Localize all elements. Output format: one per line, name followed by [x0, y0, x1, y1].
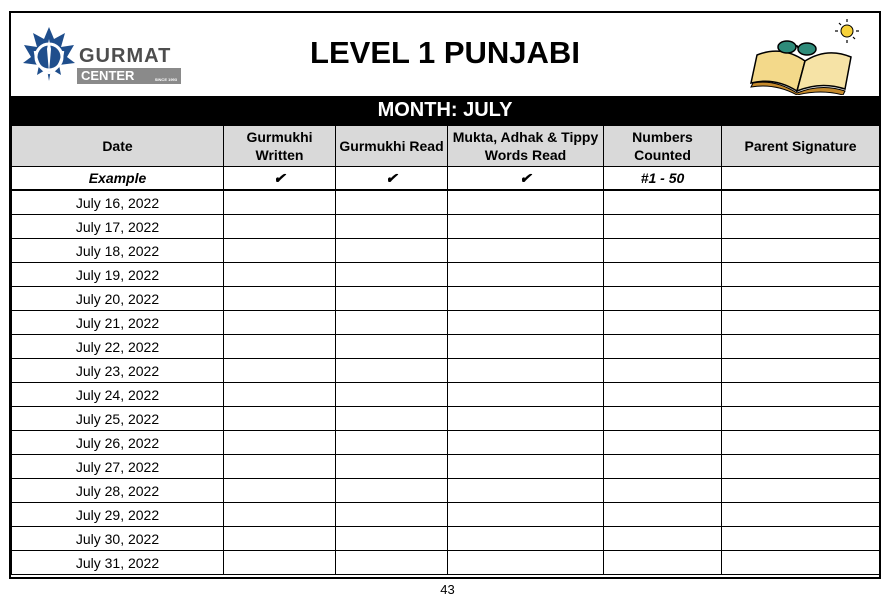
gurmukhi-written-cell[interactable] — [224, 383, 336, 407]
numbers-counted-cell[interactable] — [604, 431, 722, 455]
date-cell: July 22, 2022 — [12, 335, 224, 359]
mukta-words-cell[interactable] — [448, 551, 604, 575]
date-cell: July 29, 2022 — [12, 503, 224, 527]
gurmukhi-written-cell[interactable] — [224, 431, 336, 455]
gurmukhi-read-cell[interactable] — [336, 431, 448, 455]
column-header-numbers-counted: Numbers Counted — [604, 126, 722, 167]
gurmukhi-read-cell[interactable] — [336, 335, 448, 359]
numbers-counted-cell[interactable] — [604, 551, 722, 575]
mukta-words-cell[interactable] — [448, 455, 604, 479]
gurmukhi-read-cell[interactable] — [336, 455, 448, 479]
gurmukhi-read-cell[interactable] — [336, 215, 448, 239]
date-cell: July 19, 2022 — [12, 263, 224, 287]
gurmukhi-read-cell[interactable] — [336, 311, 448, 335]
date-cell: July 31, 2022 — [12, 551, 224, 575]
mukta-words-cell[interactable] — [448, 359, 604, 383]
date-cell: July 26, 2022 — [12, 431, 224, 455]
gurmukhi-read-cell[interactable] — [336, 407, 448, 431]
parent-signature-cell[interactable] — [722, 479, 880, 503]
gurmukhi-read-cell[interactable] — [336, 503, 448, 527]
table-row — [12, 287, 880, 311]
parent-signature-cell[interactable] — [722, 311, 880, 335]
parent-signature-cell[interactable] — [722, 335, 880, 359]
gurmukhi-written-cell[interactable] — [224, 359, 336, 383]
date-cell: July 18, 2022 — [12, 239, 224, 263]
table-row — [12, 311, 880, 335]
example-check-read: ✔ — [336, 167, 448, 191]
date-cell: July 30, 2022 — [12, 527, 224, 551]
mukta-words-cell[interactable] — [448, 287, 604, 311]
example-numbers: #1 - 50 — [604, 167, 722, 191]
sheet-header — [11, 13, 879, 96]
page-title: LEVEL 1 PUNJABI — [310, 35, 580, 70]
table-row — [12, 215, 880, 239]
header-row — [12, 126, 880, 167]
page-number: 43 — [440, 582, 455, 597]
date-cell: July 27, 2022 — [12, 455, 224, 479]
table-row — [12, 335, 880, 359]
mukta-words-cell[interactable] — [448, 407, 604, 431]
parent-signature-cell[interactable] — [722, 287, 880, 311]
table-row — [12, 359, 880, 383]
parent-signature-cell[interactable] — [722, 239, 880, 263]
mukta-words-cell[interactable] — [448, 431, 604, 455]
gurmukhi-read-cell[interactable] — [336, 359, 448, 383]
table-row — [12, 431, 880, 455]
table-row — [12, 503, 880, 527]
gurmukhi-written-cell[interactable] — [224, 407, 336, 431]
gurmukhi-written-cell[interactable] — [224, 311, 336, 335]
parent-signature-cell[interactable] — [722, 383, 880, 407]
gurmukhi-written-cell[interactable] — [224, 527, 336, 551]
gurmukhi-read-cell[interactable] — [336, 479, 448, 503]
numbers-counted-cell[interactable] — [604, 479, 722, 503]
mukta-words-cell[interactable] — [448, 239, 604, 263]
example-signature — [722, 167, 880, 191]
table-row — [12, 455, 880, 479]
reading-log-table — [11, 125, 880, 575]
mukta-words-cell[interactable] — [448, 263, 604, 287]
parent-signature-cell[interactable] — [722, 407, 880, 431]
parent-signature-cell[interactable] — [722, 431, 880, 455]
table-row — [12, 479, 880, 503]
logo-since: SINCE 1993 — [154, 77, 177, 82]
table-row — [12, 239, 880, 263]
gurmukhi-read-cell[interactable] — [336, 551, 448, 575]
numbers-counted-cell[interactable] — [604, 263, 722, 287]
month-banner: MONTH: JULY — [11, 96, 879, 125]
mukta-words-cell[interactable] — [448, 383, 604, 407]
gurmukhi-read-cell[interactable] — [336, 383, 448, 407]
parent-signature-cell[interactable] — [722, 455, 880, 479]
gurmukhi-read-cell[interactable] — [336, 287, 448, 311]
date-cell: July 17, 2022 — [12, 215, 224, 239]
date-cell: July 25, 2022 — [12, 407, 224, 431]
mukta-words-cell[interactable] — [448, 311, 604, 335]
numbers-counted-cell[interactable] — [604, 287, 722, 311]
column-header-gurmukhi-read: Gurmukhi Read — [336, 126, 448, 167]
numbers-counted-cell[interactable] — [604, 359, 722, 383]
gurmukhi-written-cell[interactable] — [224, 287, 336, 311]
mukta-words-cell[interactable] — [448, 503, 604, 527]
gurmukhi-read-cell[interactable] — [336, 190, 448, 215]
gurmukhi-written-cell[interactable] — [224, 503, 336, 527]
numbers-counted-cell[interactable] — [604, 311, 722, 335]
date-cell: July 23, 2022 — [12, 359, 224, 383]
mukta-words-cell[interactable] — [448, 190, 604, 215]
numbers-counted-cell[interactable] — [604, 527, 722, 551]
numbers-counted-cell[interactable] — [604, 503, 722, 527]
numbers-counted-cell[interactable] — [604, 215, 722, 239]
book-with-sunglasses-icon — [747, 17, 859, 95]
mukta-words-cell[interactable] — [448, 335, 604, 359]
numbers-counted-cell[interactable] — [604, 335, 722, 359]
date-cell: July 28, 2022 — [12, 479, 224, 503]
parent-signature-cell[interactable] — [722, 359, 880, 383]
numbers-counted-cell[interactable] — [604, 455, 722, 479]
numbers-counted-cell[interactable] — [604, 383, 722, 407]
parent-signature-cell[interactable] — [722, 503, 880, 527]
date-cell: July 24, 2022 — [12, 383, 224, 407]
parent-signature-cell[interactable] — [722, 215, 880, 239]
parent-signature-cell[interactable] — [722, 527, 880, 551]
column-header-parent-signature: Parent Signature — [722, 126, 880, 167]
example-date: Example — [12, 167, 224, 191]
mukta-words-cell[interactable] — [448, 215, 604, 239]
column-header-date: Date — [12, 126, 224, 167]
column-header-mukta-words: Mukta, Adhak & Tippy Words Read — [448, 126, 604, 167]
numbers-counted-cell[interactable] — [604, 190, 722, 215]
gurmukhi-written-cell[interactable] — [224, 263, 336, 287]
parent-signature-cell[interactable] — [722, 551, 880, 575]
gurmukhi-written-cell[interactable] — [224, 239, 336, 263]
numbers-counted-cell[interactable] — [604, 407, 722, 431]
table-row — [12, 551, 880, 575]
logo-line2-text: CENTER — [81, 68, 135, 83]
example-row — [12, 167, 880, 191]
gurmukhi-read-cell[interactable] — [336, 239, 448, 263]
date-cell: July 16, 2022 — [12, 190, 224, 215]
table-row — [12, 527, 880, 551]
date-cell: July 20, 2022 — [12, 287, 224, 311]
gurmukhi-written-cell[interactable] — [224, 455, 336, 479]
date-cell: July 21, 2022 — [12, 311, 224, 335]
table-row — [12, 263, 880, 287]
example-check-mukta: ✔ — [448, 167, 604, 191]
table-row — [12, 407, 880, 431]
parent-signature-cell[interactable] — [722, 190, 880, 215]
gurmukhi-read-cell[interactable] — [336, 527, 448, 551]
gurmukhi-written-cell[interactable] — [224, 215, 336, 239]
example-check-written: ✔ — [224, 167, 336, 191]
gurmukhi-written-cell[interactable] — [224, 479, 336, 503]
log-sheet — [9, 11, 881, 579]
table-row — [12, 383, 880, 407]
numbers-counted-cell[interactable] — [604, 239, 722, 263]
gurmukhi-read-cell[interactable] — [336, 263, 448, 287]
table-row — [12, 190, 880, 215]
gurmukhi-written-cell[interactable] — [224, 335, 336, 359]
mukta-words-cell[interactable] — [448, 527, 604, 551]
parent-signature-cell[interactable] — [722, 263, 880, 287]
mukta-words-cell[interactable] — [448, 479, 604, 503]
column-header-gurmukhi-written: Gurmukhi Written — [224, 126, 336, 167]
gurmukhi-written-cell[interactable] — [224, 551, 336, 575]
gurmukhi-written-cell[interactable] — [224, 190, 336, 215]
logo-line1: GURMAT — [79, 45, 172, 67]
